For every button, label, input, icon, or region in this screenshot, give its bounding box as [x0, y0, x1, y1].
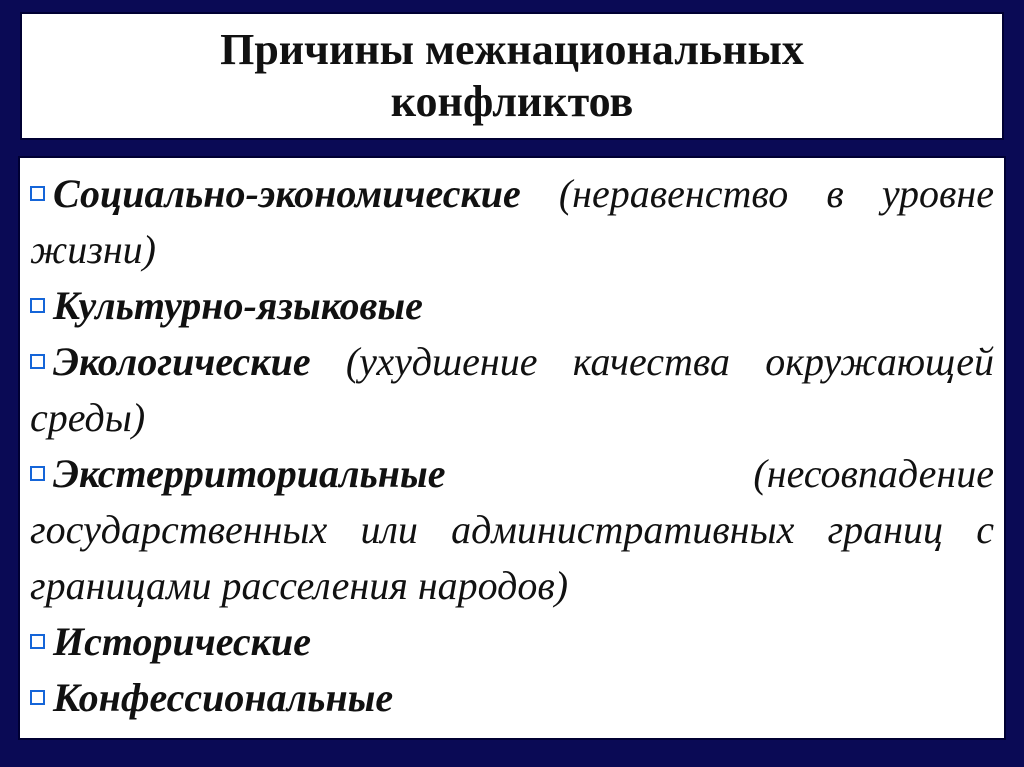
- cause-name: Культурно-языковые: [53, 283, 423, 328]
- hollow-square-icon: [30, 186, 45, 201]
- cause-description: (несовпадение государственных или административных границ с границами расселения народов): [30, 451, 994, 608]
- cause-name: Исторические: [53, 619, 311, 664]
- list-item: [30, 166, 994, 278]
- hollow-square-icon: [30, 298, 45, 313]
- content-box: [18, 156, 1006, 740]
- list-item: [30, 614, 994, 670]
- list-item: [30, 446, 994, 614]
- hollow-square-icon: [30, 466, 45, 481]
- cause-name: Экстерриториальные: [53, 451, 446, 496]
- hollow-square-icon: [30, 690, 45, 705]
- hollow-square-icon: [30, 354, 45, 369]
- causes-list: [30, 166, 994, 726]
- cause-name: Социально-экономические: [53, 171, 521, 216]
- cause-description: (неравенство в уровне жизни): [30, 171, 994, 272]
- cause-name: Экологические: [53, 339, 311, 384]
- cause-description: (ухудшение качества окружающей среды): [30, 339, 994, 440]
- list-item: [30, 334, 994, 446]
- cause-name: Конфессиональные: [53, 675, 394, 720]
- hollow-square-icon: [30, 634, 45, 649]
- list-item: [30, 670, 994, 726]
- list-item: [30, 278, 994, 334]
- page-title: Причины межнациональных конфликтов: [220, 25, 804, 126]
- title-box: [20, 12, 1004, 140]
